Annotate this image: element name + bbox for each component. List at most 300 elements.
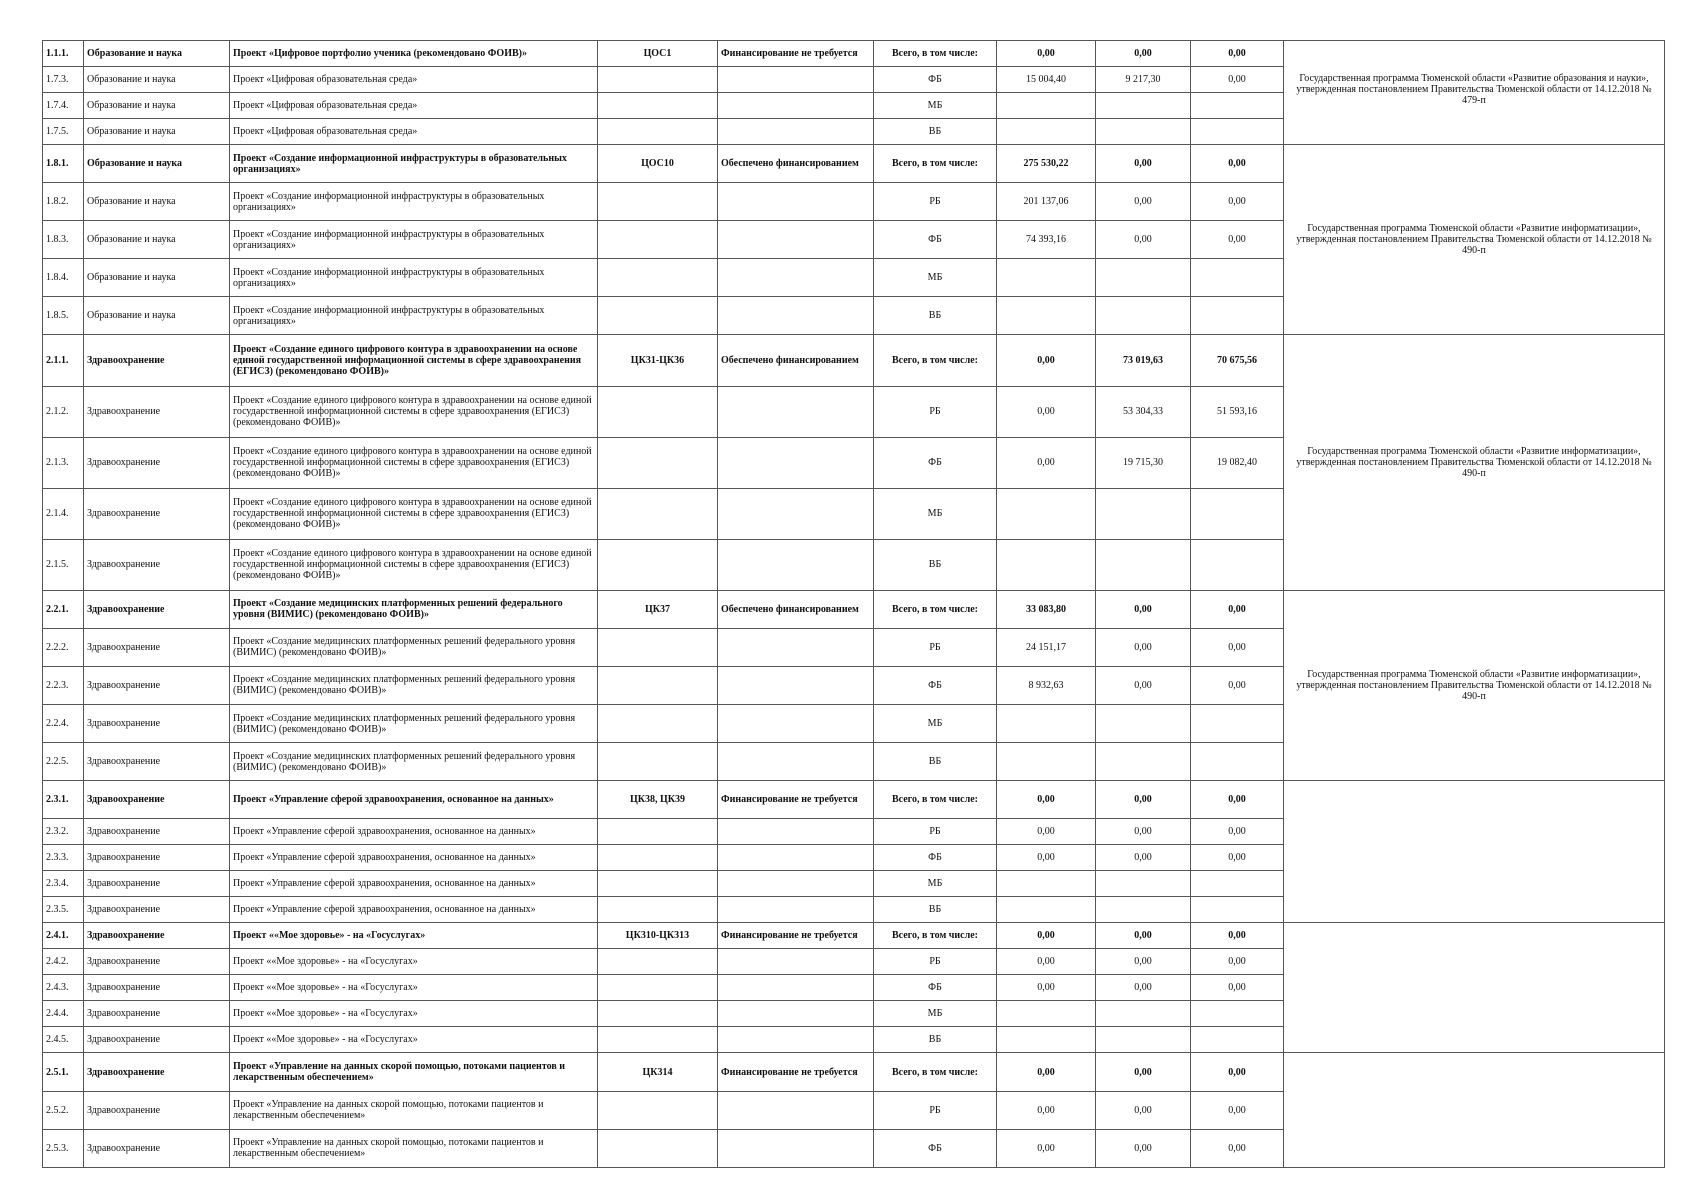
amount-year-3: 70 675,56 bbox=[1191, 335, 1284, 386]
target-code: ЦК37 bbox=[598, 590, 718, 628]
amount-year-2: 0,00 bbox=[1096, 949, 1191, 975]
funding-status bbox=[718, 259, 874, 297]
target-code bbox=[598, 259, 718, 297]
project-name: Проект «Цифровая образовательная среда» bbox=[230, 119, 598, 145]
project-total-row bbox=[43, 335, 1665, 386]
amount-year-2: 53 304,33 bbox=[1096, 386, 1191, 437]
amount-year-1 bbox=[997, 297, 1096, 335]
project-name: Проект «Управление сферой здравоохранения, основанное на данных» bbox=[230, 871, 598, 897]
amount-year-1 bbox=[997, 1027, 1096, 1053]
funding-status bbox=[718, 437, 874, 488]
state-program-reference bbox=[1284, 590, 1665, 780]
sector-name: Образование и наука bbox=[84, 183, 230, 221]
row-number: 2.1.4. bbox=[43, 488, 84, 539]
funding-status bbox=[718, 119, 874, 145]
budget-source: Всего, в том числе: bbox=[874, 590, 997, 628]
target-code: ЦОС1 bbox=[598, 41, 718, 67]
budget-source: Всего, в том числе: bbox=[874, 335, 997, 386]
sector-name: Здравоохранение bbox=[84, 1027, 230, 1053]
budget-source: ФБ bbox=[874, 975, 997, 1001]
amount-year-2: 73 019,63 bbox=[1096, 335, 1191, 386]
budget-source: Всего, в том числе: bbox=[874, 41, 997, 67]
sector-name: Образование и наука bbox=[84, 297, 230, 335]
target-code bbox=[598, 819, 718, 845]
row-number: 2.4.5. bbox=[43, 1027, 84, 1053]
amount-year-2 bbox=[1096, 297, 1191, 335]
state-program-reference bbox=[1284, 1053, 1665, 1168]
amount-year-3: 51 593,16 bbox=[1191, 386, 1284, 437]
sector-name: Здравоохранение bbox=[84, 705, 230, 743]
amount-year-2 bbox=[1096, 539, 1191, 590]
amount-year-2 bbox=[1096, 259, 1191, 297]
funding-status: Финансирование не требуется bbox=[718, 41, 874, 67]
amount-year-3 bbox=[1191, 897, 1284, 923]
amount-year-3: 0,00 bbox=[1191, 949, 1284, 975]
project-name: Проект «Создание информационной инфраструктуры в образовательных организациях» bbox=[230, 221, 598, 259]
sector-name: Здравоохранение bbox=[84, 1091, 230, 1129]
row-number: 2.5.1. bbox=[43, 1053, 84, 1091]
amount-year-2: 0,00 bbox=[1096, 1091, 1191, 1129]
amount-year-3: 0,00 bbox=[1191, 221, 1284, 259]
sector-name: Здравоохранение bbox=[84, 845, 230, 871]
budget-source: ФБ bbox=[874, 437, 997, 488]
sector-name: Здравоохранение bbox=[84, 923, 230, 949]
target-code bbox=[598, 1001, 718, 1027]
sector-name: Здравоохранение bbox=[84, 590, 230, 628]
amount-year-1: 201 137,06 bbox=[997, 183, 1096, 221]
amount-year-3: 0,00 bbox=[1191, 975, 1284, 1001]
amount-year-2: 0,00 bbox=[1096, 221, 1191, 259]
sector-name: Здравоохранение bbox=[84, 488, 230, 539]
project-name: Проект «Создание единого цифрового контура в здравоохранении на основе единой государственной информационной системы в сфере здравоохранения (ЕГИСЗ) (рекомендовано ФОИВ)» bbox=[230, 539, 598, 590]
funding-status bbox=[718, 975, 874, 1001]
budget-source: МБ bbox=[874, 871, 997, 897]
state-program-reference bbox=[1284, 781, 1665, 923]
amount-year-3: 0,00 bbox=[1191, 923, 1284, 949]
project-name: Проект «Создание единого цифрового контура в здравоохранении на основе единой государственной информационной системы в сфере здравоохранения (ЕГИСЗ) (рекомендовано ФОИВ)» bbox=[230, 386, 598, 437]
funding-status bbox=[718, 871, 874, 897]
amount-year-1: 0,00 bbox=[997, 923, 1096, 949]
budget-source: Всего, в том числе: bbox=[874, 1053, 997, 1091]
row-number: 2.5.2. bbox=[43, 1091, 84, 1129]
amount-year-1 bbox=[997, 93, 1096, 119]
amount-year-2: 0,00 bbox=[1096, 666, 1191, 704]
project-total-row bbox=[43, 923, 1665, 949]
budget-source: ФБ bbox=[874, 666, 997, 704]
project-name: Проект «Создание медицинских платформенных решений федерального уровня (ВИМИС) (рекомендовано ФОИВ)» bbox=[230, 590, 598, 628]
sector-name: Здравоохранение bbox=[84, 1129, 230, 1167]
project-name: Проект «Создание единого цифрового контура в здравоохранении на основе единой государственной информационной системы в сфере здравоохранения (ЕГИСЗ) (рекомендовано ФОИВ)» bbox=[230, 488, 598, 539]
amount-year-1 bbox=[997, 705, 1096, 743]
target-code bbox=[598, 67, 718, 93]
row-number: 1.8.3. bbox=[43, 221, 84, 259]
budget-source: ВБ bbox=[874, 897, 997, 923]
state-program-text: Государственная программа Тюменской области «Развитие информатизации», утвержденная постановлением Правительства Тюменской области от 14.12.2018 № 490-п bbox=[1296, 446, 1652, 480]
project-total-row bbox=[43, 145, 1665, 183]
budget-source: ВБ bbox=[874, 119, 997, 145]
amount-year-1: 0,00 bbox=[997, 975, 1096, 1001]
target-code bbox=[598, 975, 718, 1001]
amount-year-2 bbox=[1096, 1027, 1191, 1053]
amount-year-3: 0,00 bbox=[1191, 590, 1284, 628]
project-total-row bbox=[43, 41, 1665, 67]
amount-year-3 bbox=[1191, 297, 1284, 335]
amount-year-3 bbox=[1191, 93, 1284, 119]
row-number: 2.2.5. bbox=[43, 743, 84, 781]
amount-year-3 bbox=[1191, 259, 1284, 297]
funding-status bbox=[718, 743, 874, 781]
funding-status: Финансирование не требуется bbox=[718, 1053, 874, 1091]
amount-year-3 bbox=[1191, 743, 1284, 781]
amount-year-1 bbox=[997, 488, 1096, 539]
project-name: Проект ««Мое здоровье» - на «Госуслугах» bbox=[230, 1027, 598, 1053]
state-program-reference bbox=[1284, 145, 1665, 335]
amount-year-1: 8 932,63 bbox=[997, 666, 1096, 704]
budget-source: Всего, в том числе: bbox=[874, 923, 997, 949]
amount-year-1: 74 393,16 bbox=[997, 221, 1096, 259]
amount-year-1: 0,00 bbox=[997, 386, 1096, 437]
project-name: Проект «Создание медицинских платформенных решений федерального уровня (ВИМИС) (рекомендовано ФОИВ)» bbox=[230, 666, 598, 704]
sector-name: Здравоохранение bbox=[84, 628, 230, 666]
amount-year-1: 33 083,80 bbox=[997, 590, 1096, 628]
funding-status bbox=[718, 183, 874, 221]
amount-year-1 bbox=[997, 539, 1096, 590]
row-number: 2.1.2. bbox=[43, 386, 84, 437]
budget-source: МБ bbox=[874, 488, 997, 539]
amount-year-2: 0,00 bbox=[1096, 1053, 1191, 1091]
amount-year-1: 0,00 bbox=[997, 1129, 1096, 1167]
amount-year-1: 0,00 bbox=[997, 1053, 1096, 1091]
state-program-text: Государственная программа Тюменской области «Развитие образования и науки», утвержденная постановлением Правительства Тюменской области от 14.12.2018 № 479-п bbox=[1296, 73, 1652, 107]
project-name: Проект «Управление на данных скорой помощью, потоками пациентов и лекарственным обеспечением» bbox=[230, 1129, 598, 1167]
budget-source: ФБ bbox=[874, 845, 997, 871]
row-number: 1.8.1. bbox=[43, 145, 84, 183]
row-number: 2.3.5. bbox=[43, 897, 84, 923]
funding-status: Обеспечено финансированием bbox=[718, 335, 874, 386]
sector-name: Здравоохранение bbox=[84, 819, 230, 845]
row-number: 2.4.3. bbox=[43, 975, 84, 1001]
sector-name: Здравоохранение bbox=[84, 781, 230, 819]
sector-name: Здравоохранение bbox=[84, 897, 230, 923]
project-name: Проект ««Мое здоровье» - на «Госуслугах» bbox=[230, 1001, 598, 1027]
sector-name: Здравоохранение bbox=[84, 437, 230, 488]
sector-name: Образование и наука bbox=[84, 221, 230, 259]
sector-name: Здравоохранение bbox=[84, 386, 230, 437]
sector-name: Образование и наука bbox=[84, 259, 230, 297]
sector-name: Образование и наука bbox=[84, 41, 230, 67]
budget-source: ФБ bbox=[874, 221, 997, 259]
project-name: Проект «Управление сферой здравоохранения, основанное на данных» bbox=[230, 845, 598, 871]
amount-year-1 bbox=[997, 897, 1096, 923]
project-name: Проект ««Мое здоровье» - на «Госуслугах» bbox=[230, 949, 598, 975]
amount-year-1: 15 004,40 bbox=[997, 67, 1096, 93]
funding-status bbox=[718, 949, 874, 975]
amount-year-3 bbox=[1191, 1001, 1284, 1027]
target-code bbox=[598, 705, 718, 743]
project-name: Проект ««Мое здоровье» - на «Госуслугах» bbox=[230, 975, 598, 1001]
target-code bbox=[598, 119, 718, 145]
row-number: 1.1.1. bbox=[43, 41, 84, 67]
target-code bbox=[598, 183, 718, 221]
funding-status bbox=[718, 845, 874, 871]
row-number: 2.3.2. bbox=[43, 819, 84, 845]
funding-status bbox=[718, 221, 874, 259]
amount-year-3: 0,00 bbox=[1191, 183, 1284, 221]
budget-source: Всего, в том числе: bbox=[874, 145, 997, 183]
amount-year-2 bbox=[1096, 1001, 1191, 1027]
target-code: ЦК31-ЦК36 bbox=[598, 335, 718, 386]
row-number: 1.8.2. bbox=[43, 183, 84, 221]
row-number: 2.1.1. bbox=[43, 335, 84, 386]
amount-year-3 bbox=[1191, 871, 1284, 897]
amount-year-3: 0,00 bbox=[1191, 845, 1284, 871]
budget-source: РБ bbox=[874, 819, 997, 845]
amount-year-1 bbox=[997, 259, 1096, 297]
state-program-text: Государственная программа Тюменской области «Развитие информатизации», утвержденная постановлением Правительства Тюменской области от 14.12.2018 № 490-п bbox=[1296, 668, 1652, 702]
row-number: 2.4.1. bbox=[43, 923, 84, 949]
amount-year-3 bbox=[1191, 705, 1284, 743]
row-number: 1.8.4. bbox=[43, 259, 84, 297]
target-code bbox=[598, 871, 718, 897]
amount-year-3: 0,00 bbox=[1191, 67, 1284, 93]
budget-source: РБ bbox=[874, 949, 997, 975]
amount-year-3 bbox=[1191, 539, 1284, 590]
state-program-text: Государственная программа Тюменской области «Развитие информатизации», утвержденная постановлением Правительства Тюменской области от 14.12.2018 № 490-п bbox=[1296, 223, 1652, 257]
target-code bbox=[598, 488, 718, 539]
sector-name: Здравоохранение bbox=[84, 871, 230, 897]
amount-year-3: 0,00 bbox=[1191, 819, 1284, 845]
budget-source: ВБ bbox=[874, 539, 997, 590]
state-program-reference bbox=[1284, 923, 1665, 1053]
amount-year-3: 0,00 bbox=[1191, 145, 1284, 183]
amount-year-2: 0,00 bbox=[1096, 590, 1191, 628]
target-code: ЦОС10 bbox=[598, 145, 718, 183]
amount-year-2 bbox=[1096, 119, 1191, 145]
target-code bbox=[598, 666, 718, 704]
state-program-reference bbox=[1284, 335, 1665, 590]
row-number: 2.5.3. bbox=[43, 1129, 84, 1167]
row-number: 1.7.3. bbox=[43, 67, 84, 93]
amount-year-2: 9 217,30 bbox=[1096, 67, 1191, 93]
table-body bbox=[43, 41, 1665, 1168]
funding-status bbox=[718, 819, 874, 845]
amount-year-3 bbox=[1191, 1027, 1284, 1053]
amount-year-1: 0,00 bbox=[997, 845, 1096, 871]
projects-financing-table bbox=[42, 40, 1665, 1168]
project-name: Проект «Цифровое портфолио ученика (рекомендовано ФОИВ)» bbox=[230, 41, 598, 67]
budget-source: ВБ bbox=[874, 743, 997, 781]
budget-source: МБ bbox=[874, 1001, 997, 1027]
amount-year-1 bbox=[997, 119, 1096, 145]
target-code bbox=[598, 949, 718, 975]
funding-status bbox=[718, 67, 874, 93]
project-name: Проект «Цифровая образовательная среда» bbox=[230, 93, 598, 119]
target-code: ЦК314 bbox=[598, 1053, 718, 1091]
funding-status bbox=[718, 1129, 874, 1167]
project-name: Проект «Управление сферой здравоохранения, основанное на данных» bbox=[230, 819, 598, 845]
amount-year-2 bbox=[1096, 93, 1191, 119]
project-name: Проект «Создание единого цифрового контура в здравоохранении на основе единой государственной информационной системы в сфере здравоохранения (ЕГИСЗ) (рекомендовано ФОИВ)» bbox=[230, 437, 598, 488]
amount-year-3: 0,00 bbox=[1191, 41, 1284, 67]
target-code bbox=[598, 437, 718, 488]
target-code bbox=[598, 539, 718, 590]
project-name: Проект «Управление на данных скорой помощью, потоками пациентов и лекарственным обеспечением» bbox=[230, 1053, 598, 1091]
funding-status: Обеспечено финансированием bbox=[718, 145, 874, 183]
row-number: 2.2.4. bbox=[43, 705, 84, 743]
amount-year-1 bbox=[997, 743, 1096, 781]
amount-year-2 bbox=[1096, 705, 1191, 743]
amount-year-3: 0,00 bbox=[1191, 1053, 1284, 1091]
budget-source: РБ bbox=[874, 628, 997, 666]
row-number: 2.1.5. bbox=[43, 539, 84, 590]
project-name: Проект «Цифровая образовательная среда» bbox=[230, 67, 598, 93]
budget-source: Всего, в том числе: bbox=[874, 781, 997, 819]
amount-year-2: 0,00 bbox=[1096, 628, 1191, 666]
budget-source: РБ bbox=[874, 1091, 997, 1129]
amount-year-3: 0,00 bbox=[1191, 781, 1284, 819]
amount-year-1: 24 151,17 bbox=[997, 628, 1096, 666]
project-name: Проект «Создание единого цифрового контура в здравоохранении на основе единой государственной информационной системы в сфере здравоохранения (ЕГИСЗ) (рекомендовано ФОИВ)» bbox=[230, 335, 598, 386]
amount-year-1: 0,00 bbox=[997, 949, 1096, 975]
funding-status: Финансирование не требуется bbox=[718, 781, 874, 819]
target-code bbox=[598, 743, 718, 781]
budget-source: ФБ bbox=[874, 67, 997, 93]
sector-name: Здравоохранение bbox=[84, 666, 230, 704]
row-number: 1.8.5. bbox=[43, 297, 84, 335]
sector-name: Образование и наука bbox=[84, 145, 230, 183]
budget-source: МБ bbox=[874, 259, 997, 297]
target-code bbox=[598, 1129, 718, 1167]
project-name: Проект «Создание информационной инфраструктуры в образовательных организациях» bbox=[230, 297, 598, 335]
project-name: Проект «Управление сферой здравоохранения, основанное на данных» bbox=[230, 897, 598, 923]
amount-year-2: 0,00 bbox=[1096, 975, 1191, 1001]
budget-source: МБ bbox=[874, 93, 997, 119]
funding-status bbox=[718, 1091, 874, 1129]
amount-year-1: 0,00 bbox=[997, 335, 1096, 386]
budget-source: РБ bbox=[874, 183, 997, 221]
project-name: Проект «Создание информационной инфраструктуры в образовательных организациях» bbox=[230, 259, 598, 297]
target-code bbox=[598, 845, 718, 871]
amount-year-3: 0,00 bbox=[1191, 1129, 1284, 1167]
funding-status bbox=[718, 1027, 874, 1053]
amount-year-2 bbox=[1096, 488, 1191, 539]
target-code bbox=[598, 93, 718, 119]
sector-name: Здравоохранение bbox=[84, 949, 230, 975]
row-number: 2.4.4. bbox=[43, 1001, 84, 1027]
funding-status bbox=[718, 93, 874, 119]
funding-status bbox=[718, 297, 874, 335]
amount-year-2: 0,00 bbox=[1096, 145, 1191, 183]
project-total-row bbox=[43, 781, 1665, 819]
sector-name: Образование и наука bbox=[84, 93, 230, 119]
amount-year-3: 19 082,40 bbox=[1191, 437, 1284, 488]
project-name: Проект «Создание медицинских платформенных решений федерального уровня (ВИМИС) (рекомендовано ФОИВ)» bbox=[230, 705, 598, 743]
project-name: Проект «Управление сферой здравоохранения, основанное на данных» bbox=[230, 781, 598, 819]
amount-year-1 bbox=[997, 871, 1096, 897]
funding-status: Обеспечено финансированием bbox=[718, 590, 874, 628]
target-code bbox=[598, 297, 718, 335]
project-name: Проект «Управление на данных скорой помощью, потоками пациентов и лекарственным обеспечением» bbox=[230, 1091, 598, 1129]
amount-year-3 bbox=[1191, 488, 1284, 539]
budget-source: РБ bbox=[874, 386, 997, 437]
row-number: 2.2.3. bbox=[43, 666, 84, 704]
row-number: 2.3.4. bbox=[43, 871, 84, 897]
amount-year-2: 0,00 bbox=[1096, 845, 1191, 871]
sector-name: Здравоохранение bbox=[84, 335, 230, 386]
sector-name: Образование и наука bbox=[84, 67, 230, 93]
target-code: ЦК310-ЦК313 bbox=[598, 923, 718, 949]
project-name: Проект «Создание информационной инфраструктуры в образовательных организациях» bbox=[230, 183, 598, 221]
budget-table-sheet bbox=[42, 40, 1664, 1168]
project-total-row bbox=[43, 1053, 1665, 1091]
amount-year-3: 0,00 bbox=[1191, 1091, 1284, 1129]
budget-source: МБ bbox=[874, 705, 997, 743]
funding-status bbox=[718, 666, 874, 704]
amount-year-1: 0,00 bbox=[997, 819, 1096, 845]
budget-source: ФБ bbox=[874, 1129, 997, 1167]
target-code bbox=[598, 221, 718, 259]
amount-year-2 bbox=[1096, 897, 1191, 923]
amount-year-3: 0,00 bbox=[1191, 628, 1284, 666]
row-number: 2.3.1. bbox=[43, 781, 84, 819]
target-code bbox=[598, 386, 718, 437]
row-number: 2.4.2. bbox=[43, 949, 84, 975]
project-name: Проект ««Мое здоровье» - на «Госуслугах» bbox=[230, 923, 598, 949]
row-number: 2.1.3. bbox=[43, 437, 84, 488]
amount-year-3: 0,00 bbox=[1191, 666, 1284, 704]
amount-year-1: 0,00 bbox=[997, 437, 1096, 488]
amount-year-1: 275 530,22 bbox=[997, 145, 1096, 183]
row-number: 2.3.3. bbox=[43, 845, 84, 871]
amount-year-2 bbox=[1096, 871, 1191, 897]
amount-year-2: 0,00 bbox=[1096, 183, 1191, 221]
amount-year-2: 0,00 bbox=[1096, 923, 1191, 949]
row-number: 1.7.4. bbox=[43, 93, 84, 119]
amount-year-1: 0,00 bbox=[997, 1091, 1096, 1129]
sector-name: Здравоохранение bbox=[84, 539, 230, 590]
amount-year-1: 0,00 bbox=[997, 781, 1096, 819]
sector-name: Здравоохранение bbox=[84, 743, 230, 781]
target-code bbox=[598, 1091, 718, 1129]
row-number: 1.7.5. bbox=[43, 119, 84, 145]
project-name: Проект «Создание медицинских платформенных решений федерального уровня (ВИМИС) (рекомендовано ФОИВ)» bbox=[230, 743, 598, 781]
amount-year-3 bbox=[1191, 119, 1284, 145]
project-total-row bbox=[43, 590, 1665, 628]
funding-status bbox=[718, 628, 874, 666]
project-name: Проект «Создание медицинских платформенных решений федерального уровня (ВИМИС) (рекомендовано ФОИВ)» bbox=[230, 628, 598, 666]
funding-status bbox=[718, 488, 874, 539]
sector-name: Образование и наука bbox=[84, 119, 230, 145]
sector-name: Здравоохранение bbox=[84, 975, 230, 1001]
amount-year-2: 0,00 bbox=[1096, 781, 1191, 819]
funding-status bbox=[718, 386, 874, 437]
funding-status bbox=[718, 897, 874, 923]
amount-year-1 bbox=[997, 1001, 1096, 1027]
funding-status bbox=[718, 1001, 874, 1027]
state-program-reference bbox=[1284, 41, 1665, 145]
project-name: Проект «Создание информационной инфраструктуры в образовательных организациях» bbox=[230, 145, 598, 183]
funding-status bbox=[718, 539, 874, 590]
target-code: ЦК38, ЦК39 bbox=[598, 781, 718, 819]
funding-status bbox=[718, 705, 874, 743]
row-number: 2.2.2. bbox=[43, 628, 84, 666]
sector-name: Здравоохранение bbox=[84, 1053, 230, 1091]
amount-year-2: 0,00 bbox=[1096, 41, 1191, 67]
budget-source: ВБ bbox=[874, 1027, 997, 1053]
budget-source: ВБ bbox=[874, 297, 997, 335]
amount-year-2 bbox=[1096, 743, 1191, 781]
row-number: 2.2.1. bbox=[43, 590, 84, 628]
